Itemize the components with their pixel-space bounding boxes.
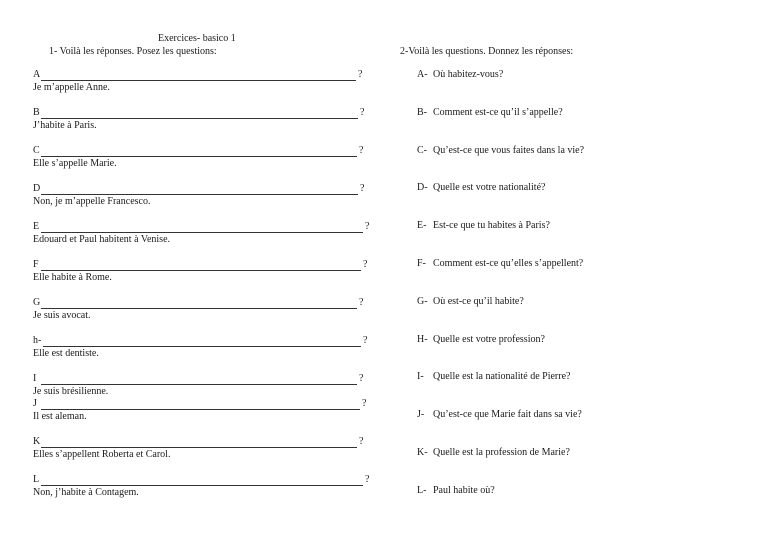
question-text: Qu’est-ce que Marie fait dans sa vie? <box>433 409 582 421</box>
exercise-2-item <box>417 371 747 409</box>
question-line <box>33 107 373 120</box>
exercise-1-item <box>33 335 373 373</box>
question-line <box>33 221 373 234</box>
item-letter: D- <box>417 182 428 194</box>
exercise-2-item <box>417 220 747 258</box>
question-line <box>33 436 373 449</box>
item-letter: F <box>33 259 39 270</box>
question-line <box>33 69 373 82</box>
question-mark: ? <box>359 436 364 447</box>
section-2-heading: 2-Voilà les questions. Donnez les réponses: <box>400 46 574 57</box>
exercise-2-item <box>417 107 747 145</box>
question-mark: ? <box>359 373 364 384</box>
exercise-1-item <box>33 145 373 183</box>
question-text: Comment est-ce qu’il s’appelle? <box>433 106 563 118</box>
document-title: Exercices- basico 1 <box>158 33 236 44</box>
answer-blank[interactable] <box>41 232 363 233</box>
item-letter: D <box>33 183 41 194</box>
item-letter: h- <box>33 335 42 346</box>
given-answer: Elle est dentiste. <box>33 348 99 359</box>
item-letter: A <box>33 69 41 80</box>
question-line <box>33 259 373 272</box>
exercise-2-list <box>417 69 747 523</box>
answer-blank[interactable] <box>41 308 357 309</box>
exercise-1-item <box>33 297 373 335</box>
exercise-1-item <box>33 398 373 436</box>
exercise-1-list <box>33 69 373 512</box>
answer-blank[interactable] <box>41 384 357 385</box>
item-letter: F- <box>417 257 426 269</box>
exercise-1-item <box>33 183 373 221</box>
answer-blank[interactable] <box>41 156 357 157</box>
given-answer: Je suis brésilienne. <box>33 386 109 397</box>
question-mark: ? <box>362 398 367 409</box>
given-answer: Je suis avocat. <box>33 310 91 321</box>
section-1-heading: 1- Voilà les réponses. Posez les questions: <box>49 46 217 57</box>
question-text: Où est-ce qu’il habite? <box>433 295 524 307</box>
question-text: Quelle est votre profession? <box>433 333 545 345</box>
given-answer: Non, je m’appelle Francesco. <box>33 196 151 207</box>
item-letter: J <box>33 398 37 409</box>
question-text: Est-ce que tu habites à Paris? <box>433 220 550 232</box>
question-mark: ? <box>358 69 363 80</box>
given-answer: J’habite à Paris. <box>33 120 97 131</box>
exercise-2-item <box>417 258 747 296</box>
exercise-1-item <box>33 259 373 297</box>
question-line <box>33 335 373 348</box>
question-mark: ? <box>360 107 365 118</box>
exercise-1-item <box>33 474 373 512</box>
item-letter: C <box>33 145 40 156</box>
answer-blank[interactable] <box>41 194 358 195</box>
exercise-2-item <box>417 69 747 107</box>
answer-blank[interactable] <box>41 409 360 410</box>
question-text: Qu’est-ce que vous faites dans la vie? <box>433 144 585 156</box>
answer-blank[interactable] <box>41 80 356 81</box>
given-answer: Elle habite à Rome. <box>33 272 112 283</box>
exercise-2-item <box>417 447 747 485</box>
exercise-2-item <box>417 334 747 372</box>
item-letter: G <box>33 297 41 308</box>
question-line <box>33 398 373 411</box>
item-letter: K <box>33 436 41 447</box>
exercise-2-item <box>417 182 747 220</box>
given-answer: Edouard et Paul habitent à Venise. <box>33 234 171 245</box>
question-text: Quelle est la profession de Marie? <box>433 446 570 458</box>
exercise-1-item <box>33 221 373 259</box>
question-text: Comment est-ce qu’elles s’appellent? <box>433 257 584 269</box>
item-letter: B <box>33 107 40 118</box>
given-answer: Non, j’habite à Contagem. <box>33 487 139 498</box>
question-mark: ? <box>363 259 368 270</box>
answer-blank[interactable] <box>41 118 358 119</box>
item-letter: H- <box>417 333 428 345</box>
question-mark: ? <box>359 297 364 308</box>
question-text: Paul habite où? <box>433 484 495 496</box>
item-letter: I- <box>417 371 424 383</box>
question-text: Où habitez-vous? <box>433 69 504 80</box>
question-mark: ? <box>365 474 370 485</box>
item-letter: G- <box>417 295 428 307</box>
given-answer: Elle s’appelle Marie. <box>33 158 117 169</box>
given-answer: Je m’appelle Anne. <box>33 82 110 93</box>
exercise-1-item <box>33 107 373 145</box>
answer-blank[interactable] <box>43 346 361 347</box>
question-mark: ? <box>360 183 365 194</box>
item-letter: C- <box>417 144 427 156</box>
answer-blank[interactable] <box>41 447 357 448</box>
item-letter: E- <box>417 220 427 232</box>
exercise-1-item <box>33 373 373 398</box>
exercise-1-item <box>33 69 373 107</box>
item-letter: E <box>33 221 40 232</box>
item-letter: L- <box>417 484 427 496</box>
given-answer: Elles s’appellent Roberta et Carol. <box>33 449 171 460</box>
item-letter: A- <box>417 69 428 80</box>
question-line <box>33 297 373 310</box>
item-letter: J- <box>417 409 425 421</box>
exercise-2-item <box>417 296 747 334</box>
question-text: Quelle est la nationalité de Pierre? <box>433 371 571 383</box>
item-letter: K- <box>417 446 428 458</box>
item-letter: I <box>33 373 37 384</box>
question-mark: ? <box>365 221 370 232</box>
item-letter: B- <box>417 106 427 118</box>
question-text: Quelle est votre nationalité? <box>433 182 546 194</box>
item-letter: L <box>33 474 40 485</box>
exercise-1-item <box>33 436 373 474</box>
question-line <box>33 145 373 158</box>
question-line <box>33 373 373 386</box>
answer-blank[interactable] <box>41 270 361 271</box>
given-answer: Il est aleman. <box>33 411 87 422</box>
exercise-2-item <box>417 485 747 523</box>
question-mark: ? <box>359 145 364 156</box>
question-mark: ? <box>363 335 368 346</box>
exercise-2-item <box>417 409 747 447</box>
question-line <box>33 183 373 196</box>
answer-blank[interactable] <box>41 485 363 486</box>
exercise-2-item <box>417 145 747 183</box>
question-line <box>33 474 373 487</box>
